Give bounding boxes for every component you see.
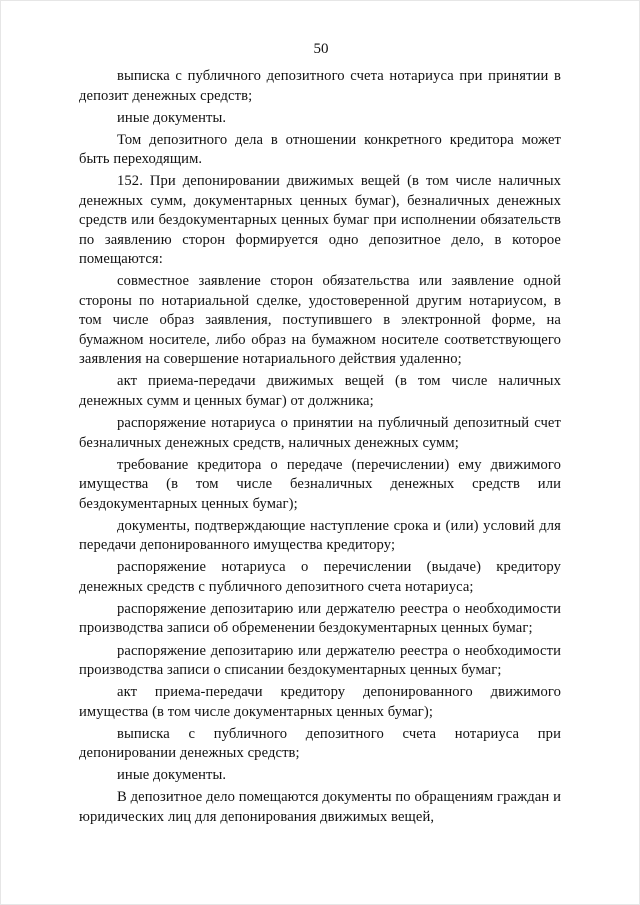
paragraph: иные документы. [117,767,227,784]
paragraph: Том депозитного дела в отношении конкретного кредитора может быть переходящим. [79,131,561,168]
paragraph: требование кредитора о передаче (перечислении) ему движимого имущества (в том числе безналичных денежных средств или бездокументарных ценных бумаг); [79,456,561,512]
page-number: 50 [313,41,329,57]
paragraph: выписка с публичного депозитного счета нотариуса при депонировании денежных средств; [79,725,561,762]
paragraph: распоряжение нотариуса о перечислении (выдаче) кредитору денежных средств с публичного депозитного счета нотариуса; [79,559,561,595]
paragraph: распоряжение депозитарию или держателю реестра о необходимости производства записи о списании бездокументарных ценных бумаг; [79,642,561,679]
paragraph: акт приема-передачи движимых вещей (в том числе наличных денежных сумм и ценных бумаг) от должника; [79,373,561,409]
paragraph: акт приема-передачи кредитору депонированного движимого имущества (в том числе документарных ценных бумаг); [79,684,561,720]
paragraph: документы, подтверждающие наступление срока и (или) условий для передачи депонированного имущества кредитору; [79,517,561,554]
paragraph: выписка с публичного депозитного счета нотариуса при принятии в депозит денежных средств; [79,68,561,104]
paragraph: распоряжение депозитарию или держателю реестра о необходимости производства записи об обременении бездокументарных ценных бумаг; [79,600,561,637]
paragraph: распоряжение нотариуса о принятии на публичный депозитный счет безналичных денежных средств, наличных денежных сумм; [79,415,561,451]
paragraph: иные документы. [117,109,227,126]
document-body [79,67,561,827]
paragraph: 152. При депонировании движимых вещей (в том числе наличных денежных сумм, документарных ценных бумаг), безналичных денежных средств или бездокументарных ценных бумаг при исполнении обязательств по заявлению сторон формируется одно депозитное дело, в которое помещаются: [79,173,561,268]
paragraph: В депозитное дело помещаются документы по обращениям граждан и юридических лиц для депонирования движимых вещей, [79,789,561,825]
paragraph: совместное заявление сторон обязательства или заявление одной стороны по нотариальной сделке, удостоверенной другим нотариусом, в том числе образ заявления, поступившего в электронной форме, на бумажном носителе, либо образ на бумажном носителе соответствующего заявления на совершение нотариального действия удаленно; [79,273,561,368]
